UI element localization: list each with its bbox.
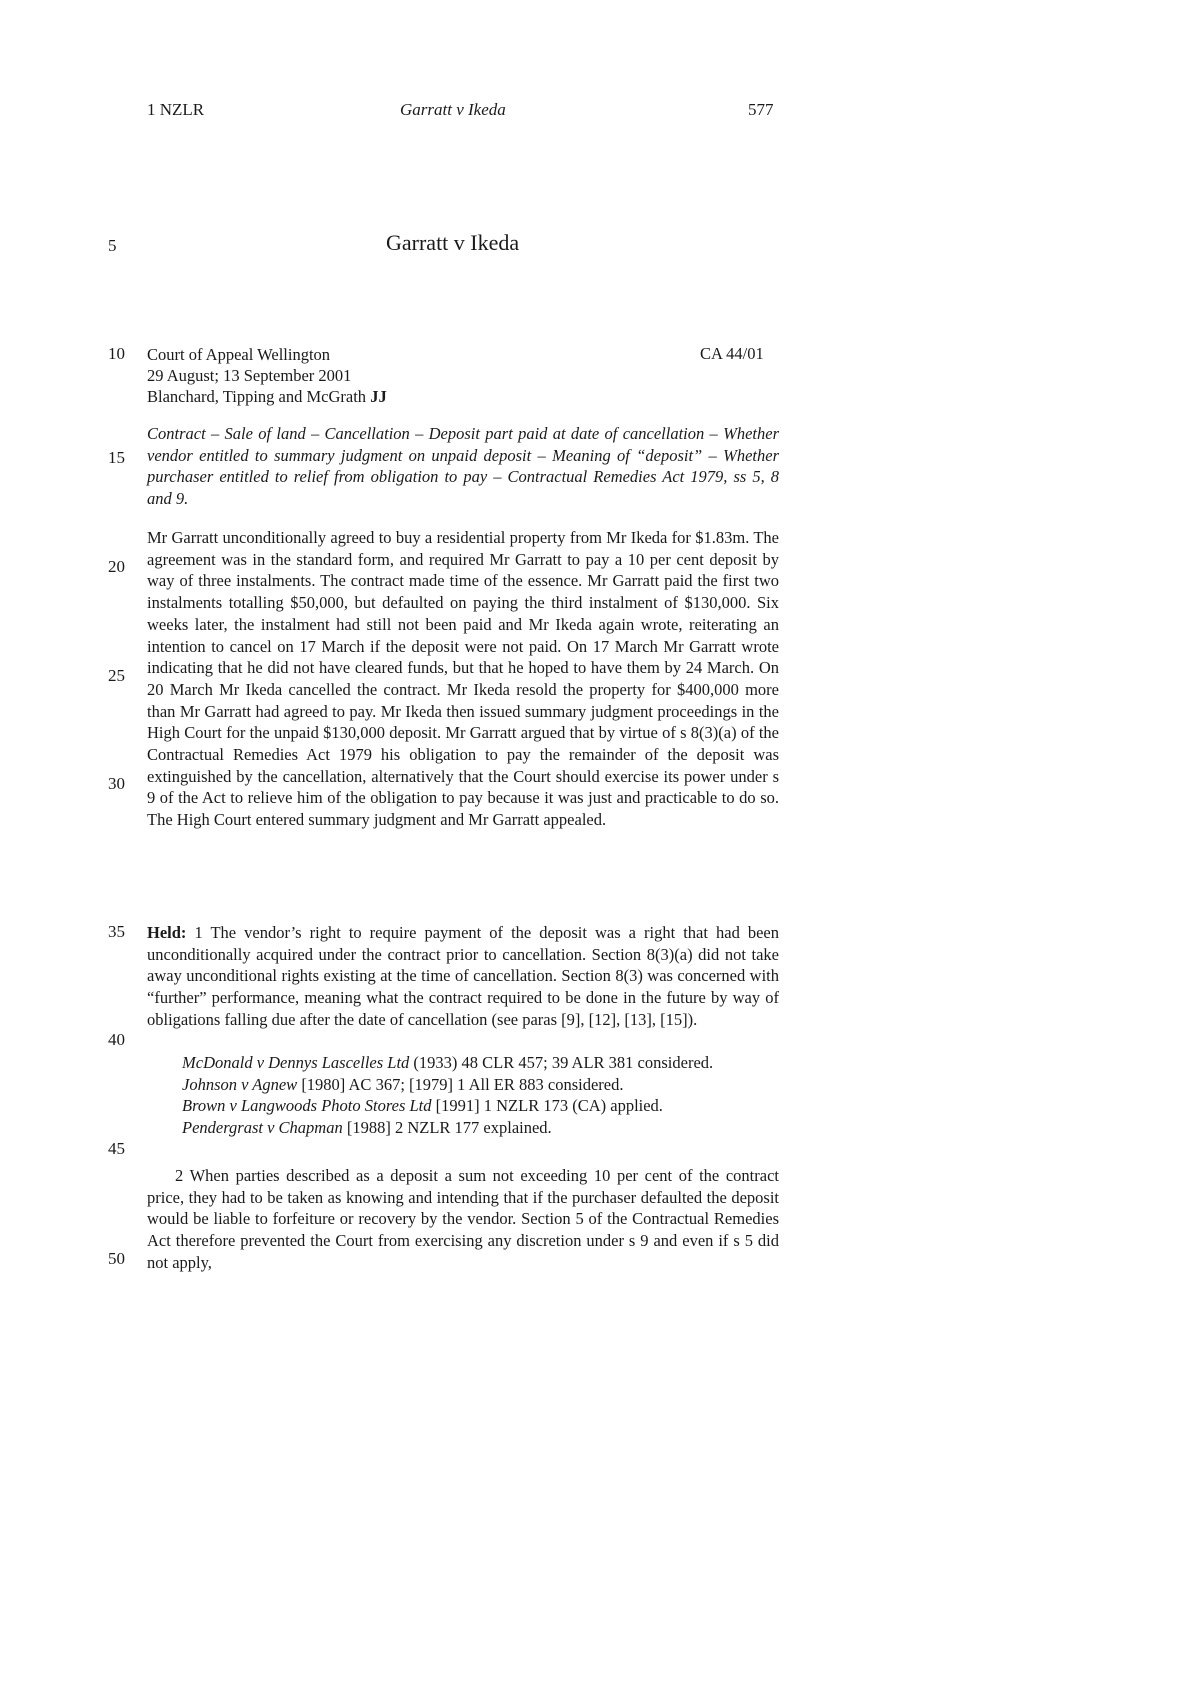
authority-item	[182, 1117, 782, 1139]
running-header-case-name: Garratt v Ikeda	[400, 100, 506, 119]
authority-citation: [1980] AC 367; [1979] 1 All ER 883 considered.	[297, 1074, 624, 1094]
line-number: 25	[108, 666, 125, 685]
line-number: 40	[108, 1030, 125, 1049]
running-header-report: 1 NZLR	[147, 100, 205, 119]
judges-suffix: JJ	[370, 387, 387, 406]
held-text-1: 1 The vendor’s right to require payment of the deposit was a right that had been unconditionally acquired under the contract prior to cancellation. Section 8(3)(a) did not take away unconditional rights existing at the time of cancellation. Section 8(3) was concerned with “further” performance, meaning what the contract required to be done in the future by way of obligations falling due after the date of cancellation (see paras [9], [12], [13], [15]).	[147, 923, 780, 1029]
line-number: 15	[108, 448, 125, 467]
authority-case: Pendergrast v Chapman	[182, 1118, 343, 1138]
authorities-list	[182, 1052, 782, 1139]
authority-item	[182, 1074, 782, 1096]
line-number: 5	[108, 236, 117, 255]
line-number: 30	[108, 774, 125, 793]
hearing-dates: 29 August; 13 September 2001	[147, 366, 352, 385]
line-number: 50	[108, 1249, 125, 1268]
authority-case: McDonald v Dennys Lascelles Ltd	[182, 1053, 410, 1072]
facts-paragraph: Mr Garratt unconditionally agreed to buy a residential property from Mr Ikeda for $1.83m. The agreement was in the standard form, and required Mr Garratt to pay a 10 per cent deposit by way of three instalments. The contract made time of the essence. Mr Garratt paid the first two instalments totalling $50,000, but defaulted on paying the third instalment of $130,000. Six weeks later, the instalment had still not been paid and Mr Ikeda again wrote, reiterating an intention to cancel on 17 March if the deposit were not paid. On 17 March Mr Garratt wrote indicating that he did not have cleared funds, but that he hoped to have them by 24 March. On 20 March Mr Ikeda cancelled the contract. Mr Ikeda resold the property for $400,000 more than Mr Garratt had agreed to pay. Mr Ikeda then issued summary judgment proceedings in the High Court for the unpaid $130,000 deposit. Mr Garratt argued that by virtue of s 8(3)(a) of the Contractual Remedies Act 1979 his obligation to pay the remainder of the deposit was extinguished by the cancellation, alternatively that the Court should exercise its power under s 9 of the Act to relieve him of the obligation to pay because it was just and practicable to do so. The High Court entered summary judgment and Mr Garratt appealed.	[147, 528, 779, 830]
authority-citation: [1991] 1 NZLR 173 (CA) applied.	[431, 1096, 663, 1116]
page-number: 577	[748, 100, 774, 119]
authority-item	[182, 1095, 782, 1117]
line-number: 35	[108, 922, 125, 941]
authority-citation: [1988] 2 NZLR 177 explained.	[342, 1118, 552, 1138]
line-number: 45	[108, 1139, 125, 1158]
catchwords: Contract – Sale of land – Cancellation – Deposit part paid at date of cancellation – Whether vendor entitled to summary judgment on unpaid deposit – Meaning of “deposit” – Whether purchaser entitled to relief from obligation to pay – Contractual Remedies Act 1979, ss 5, 8 and 9.	[147, 424, 779, 509]
authority-citation: (1933) 48 CLR 457; 39 ALR 381 considered.	[409, 1053, 714, 1072]
court-name: Court of Appeal Wellington	[147, 345, 331, 364]
case-title: Garratt v Ikeda	[386, 230, 520, 255]
case-number: CA 44/01	[700, 344, 764, 363]
line-number: 10	[108, 344, 125, 363]
authority-case: Johnson v Agnew	[182, 1074, 298, 1094]
judges	[147, 386, 387, 407]
authority-item	[182, 1052, 782, 1074]
judges-names: Blanchard, Tipping and McGrath	[147, 387, 367, 406]
held-paragraph-1	[147, 922, 779, 1031]
held-label: Held:	[147, 923, 187, 942]
held-paragraph-2: 2 When parties described as a deposit a sum not exceeding 10 per cent of the contract price, they had to be taken as knowing and intending that if the purchaser defaulted the deposit would be liable to forfeiture or recovery by the vendor. Section 5 of the Contractual Remedies Act therefore prevented the Court from exercising any discretion under s 9 and even if s 5 did not apply,	[147, 1166, 779, 1272]
authority-case: Brown v Langwoods Photo Stores Ltd	[182, 1096, 432, 1116]
line-number: 20	[108, 557, 125, 576]
